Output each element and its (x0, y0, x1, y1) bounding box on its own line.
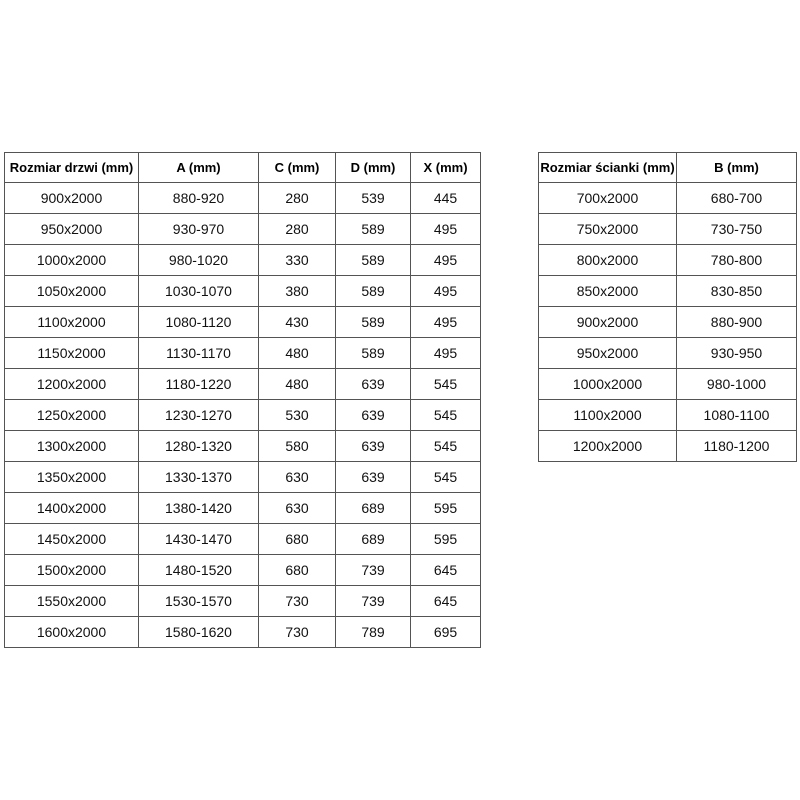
table-cell: 930-950 (677, 338, 797, 369)
table-cell: 545 (411, 431, 481, 462)
table-cell: 645 (411, 555, 481, 586)
column-header-wall-size: Rozmiar ścianki (mm) (539, 153, 677, 183)
table-cell: 639 (336, 462, 411, 493)
table-row (5, 183, 481, 214)
table-cell: 1530-1570 (139, 586, 259, 617)
wall-size-table (538, 152, 797, 462)
table-cell: 445 (411, 183, 481, 214)
table-cell: 1280-1320 (139, 431, 259, 462)
table-row (539, 183, 797, 214)
door-size-table (4, 152, 481, 648)
table-cell: 900x2000 (5, 183, 139, 214)
table-row (5, 617, 481, 648)
table-cell: 1200x2000 (5, 369, 139, 400)
table-row (5, 338, 481, 369)
table-cell: 1030-1070 (139, 276, 259, 307)
table-row (539, 245, 797, 276)
table-cell: 1480-1520 (139, 555, 259, 586)
column-header-d: D (mm) (336, 153, 411, 183)
table-cell: 480 (259, 369, 336, 400)
table-cell: 530 (259, 400, 336, 431)
table-cell: 680 (259, 555, 336, 586)
table-cell: 689 (336, 493, 411, 524)
table-cell: 880-900 (677, 307, 797, 338)
table-cell: 680 (259, 524, 336, 555)
door-table-body (5, 183, 481, 648)
table-cell: 1100x2000 (5, 307, 139, 338)
table-cell: 789 (336, 617, 411, 648)
table-cell: 1080-1120 (139, 307, 259, 338)
table-cell: 480 (259, 338, 336, 369)
table-cell: 545 (411, 462, 481, 493)
wall-table-header-row (539, 153, 797, 183)
table-cell: 1000x2000 (5, 245, 139, 276)
table-cell: 589 (336, 307, 411, 338)
table-row (539, 214, 797, 245)
table-cell: 539 (336, 183, 411, 214)
table-cell: 1050x2000 (5, 276, 139, 307)
table-row (539, 307, 797, 338)
table-cell: 495 (411, 245, 481, 276)
table-row (5, 307, 481, 338)
table-cell: 880-920 (139, 183, 259, 214)
table-cell: 930-970 (139, 214, 259, 245)
table-cell: 980-1020 (139, 245, 259, 276)
table-cell: 739 (336, 586, 411, 617)
table-cell: 495 (411, 214, 481, 245)
door-table-header-row (5, 153, 481, 183)
table-row (5, 245, 481, 276)
table-row (5, 276, 481, 307)
table-cell: 630 (259, 493, 336, 524)
column-header-door-size: Rozmiar drzwi (mm) (5, 153, 139, 183)
table-row (5, 431, 481, 462)
table-cell: 630 (259, 462, 336, 493)
table-row (5, 493, 481, 524)
table-cell: 730 (259, 586, 336, 617)
table-cell: 580 (259, 431, 336, 462)
table-cell: 280 (259, 214, 336, 245)
table-cell: 780-800 (677, 245, 797, 276)
table-cell: 380 (259, 276, 336, 307)
table-row (5, 586, 481, 617)
table-cell: 730-750 (677, 214, 797, 245)
table-cell: 950x2000 (539, 338, 677, 369)
table-cell: 1000x2000 (539, 369, 677, 400)
table-cell: 495 (411, 307, 481, 338)
table-cell: 750x2000 (539, 214, 677, 245)
table-row (5, 214, 481, 245)
table-cell: 1080-1100 (677, 400, 797, 431)
table-cell: 545 (411, 369, 481, 400)
table-cell: 280 (259, 183, 336, 214)
table-cell: 1430-1470 (139, 524, 259, 555)
table-row (5, 555, 481, 586)
table-row (5, 400, 481, 431)
table-cell: 950x2000 (5, 214, 139, 245)
table-row (5, 369, 481, 400)
table-cell: 595 (411, 524, 481, 555)
column-header-b: B (mm) (677, 153, 797, 183)
table-cell: 639 (336, 369, 411, 400)
table-cell: 1130-1170 (139, 338, 259, 369)
table-cell: 1180-1200 (677, 431, 797, 462)
table-cell: 1450x2000 (5, 524, 139, 555)
table-cell: 830-850 (677, 276, 797, 307)
table-cell: 1300x2000 (5, 431, 139, 462)
table-cell: 1330-1370 (139, 462, 259, 493)
table-cell: 980-1000 (677, 369, 797, 400)
table-cell: 689 (336, 524, 411, 555)
table-cell: 645 (411, 586, 481, 617)
table-cell: 1500x2000 (5, 555, 139, 586)
table-cell: 1200x2000 (539, 431, 677, 462)
table-row (5, 524, 481, 555)
table-cell: 700x2000 (539, 183, 677, 214)
table-row (5, 462, 481, 493)
table-row (539, 400, 797, 431)
table-cell: 1100x2000 (539, 400, 677, 431)
table-cell: 589 (336, 214, 411, 245)
column-header-a: A (mm) (139, 153, 259, 183)
table-cell: 430 (259, 307, 336, 338)
column-header-x: X (mm) (411, 153, 481, 183)
table-cell: 1380-1420 (139, 493, 259, 524)
table-cell: 589 (336, 276, 411, 307)
table-cell: 1150x2000 (5, 338, 139, 369)
table-row (539, 369, 797, 400)
table-row (539, 338, 797, 369)
table-cell: 739 (336, 555, 411, 586)
table-cell: 1180-1220 (139, 369, 259, 400)
table-cell: 589 (336, 338, 411, 369)
table-cell: 595 (411, 493, 481, 524)
table-cell: 1600x2000 (5, 617, 139, 648)
table-cell: 800x2000 (539, 245, 677, 276)
table-cell: 639 (336, 431, 411, 462)
table-row (539, 276, 797, 307)
wall-table-body (539, 183, 797, 462)
table-cell: 495 (411, 276, 481, 307)
table-cell: 1230-1270 (139, 400, 259, 431)
column-header-c: C (mm) (259, 153, 336, 183)
table-cell: 1550x2000 (5, 586, 139, 617)
table-cell: 589 (336, 245, 411, 276)
table-cell: 1350x2000 (5, 462, 139, 493)
table-cell: 1400x2000 (5, 493, 139, 524)
table-cell: 695 (411, 617, 481, 648)
table-cell: 545 (411, 400, 481, 431)
table-cell: 900x2000 (539, 307, 677, 338)
table-cell: 639 (336, 400, 411, 431)
table-cell: 1580-1620 (139, 617, 259, 648)
table-row (539, 431, 797, 462)
table-cell: 330 (259, 245, 336, 276)
table-cell: 730 (259, 617, 336, 648)
table-cell: 850x2000 (539, 276, 677, 307)
table-cell: 495 (411, 338, 481, 369)
table-cell: 1250x2000 (5, 400, 139, 431)
table-cell: 680-700 (677, 183, 797, 214)
